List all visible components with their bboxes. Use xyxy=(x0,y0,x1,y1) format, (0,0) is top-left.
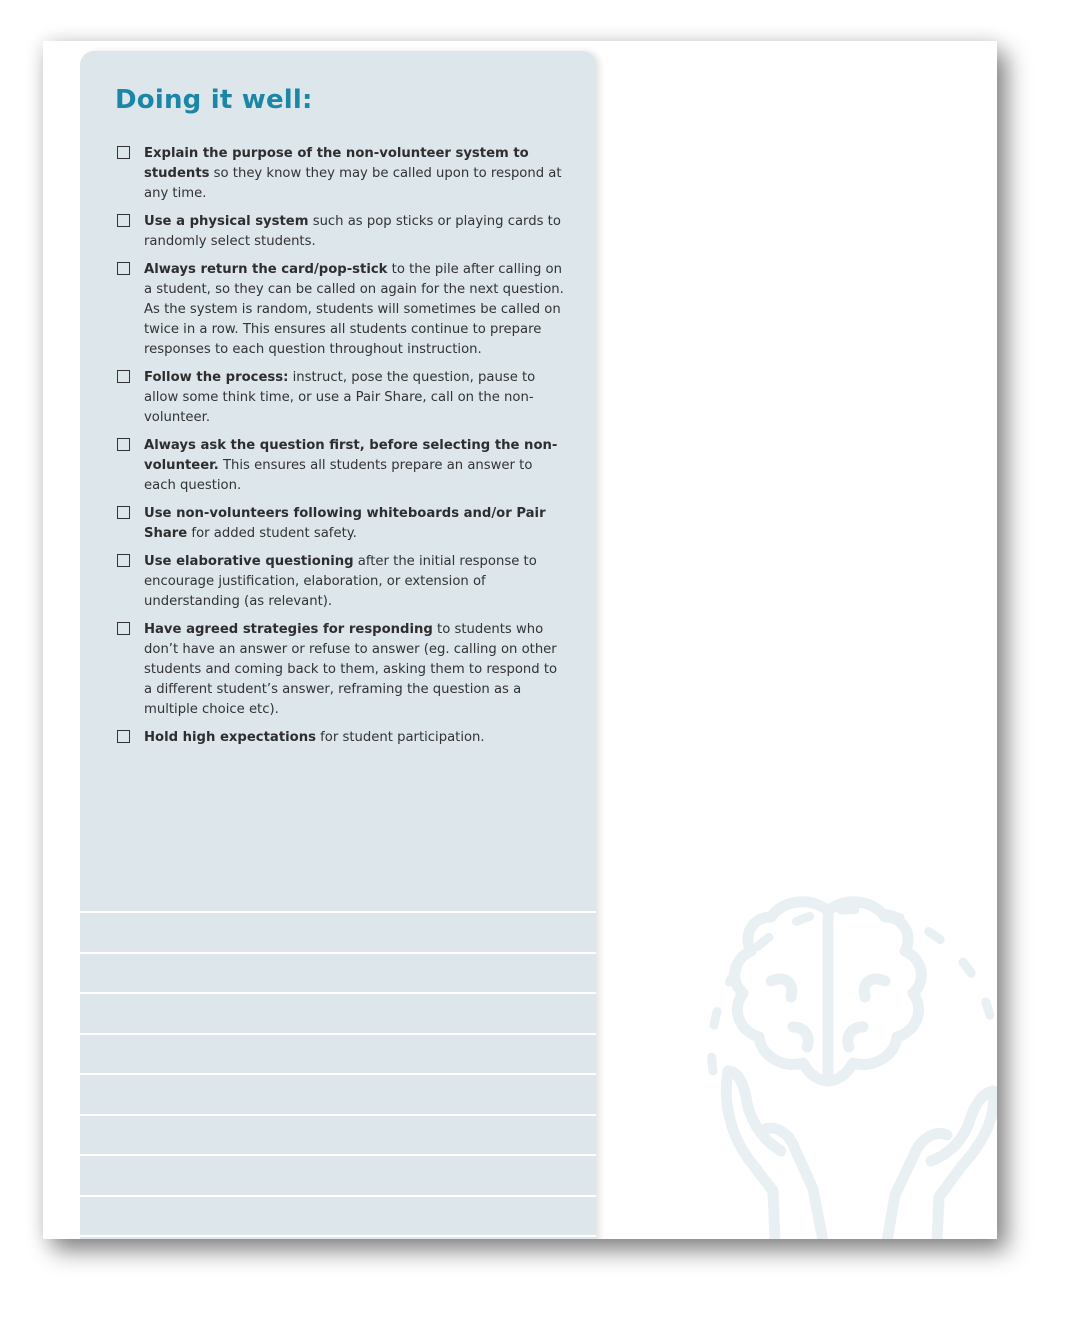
document-page xyxy=(43,41,997,1239)
checklist-item-bold: Always ask the question first, before selecting the non-volunteer. xyxy=(144,438,558,473)
checkbox-icon[interactable] xyxy=(117,554,130,567)
checklist-item xyxy=(116,368,568,428)
note-line xyxy=(80,911,596,952)
checkbox-icon[interactable] xyxy=(117,370,130,383)
checkbox-icon[interactable] xyxy=(117,730,130,743)
checklist-item-bold: Use a physical system xyxy=(144,214,309,229)
checklist-item-text: instruct, pose the question, pause to allow some think time, or use a Pair Share, call on the non-volunteer. xyxy=(144,370,536,425)
checklist-item-text: such as pop sticks or playing cards to randomly select students. xyxy=(144,214,561,249)
brain-in-hands-icon xyxy=(663,831,997,1239)
checkbox-icon[interactable] xyxy=(117,214,130,227)
notes-area[interactable] xyxy=(80,911,596,1239)
note-line xyxy=(80,1073,596,1114)
note-line xyxy=(80,1154,596,1195)
checkbox-icon[interactable] xyxy=(117,438,130,451)
checkbox-icon[interactable] xyxy=(117,262,130,275)
checkbox-icon[interactable] xyxy=(117,622,130,635)
checklist-item-bold: Have agreed strategies for responding xyxy=(144,622,433,637)
checklist-item xyxy=(116,212,568,252)
note-line xyxy=(80,1033,596,1074)
checklist-item xyxy=(116,260,568,360)
checklist xyxy=(116,144,568,756)
checklist-item xyxy=(116,620,568,720)
checklist-item-text: for added student safety. xyxy=(187,526,357,541)
checklist-panel xyxy=(80,51,596,1239)
note-line xyxy=(80,1195,596,1236)
checklist-item-text: to students who don’t have an answer or refuse to answer (eg. calling on other students and coming back to them, asking them to respond to a different student’s answer, reframing the question as a multiple choice etc). xyxy=(144,622,558,717)
checklist-item xyxy=(116,504,568,544)
checklist-item-bold: Follow the process: xyxy=(144,370,289,385)
checklist-item-bold: Hold high expectations xyxy=(144,730,316,745)
note-line xyxy=(80,952,596,993)
checklist-item-text: for student participation. xyxy=(315,730,485,745)
note-line xyxy=(80,992,596,1033)
section-heading: Doing it well: xyxy=(115,85,313,115)
checklist-item-bold: Use non-volunteers following whiteboards and/or Pair Share xyxy=(144,506,546,541)
checklist-item-bold: Use elaborative questioning xyxy=(144,554,354,569)
checklist-item xyxy=(116,436,568,496)
checklist-item-text: after the initial response to encourage justification, elaboration, or extension of understanding (as relevant). xyxy=(144,554,537,609)
checklist-item-bold: Explain the purpose of the non-volunteer system to students xyxy=(144,146,529,181)
checklist-item-bold: Always return the card/pop-stick xyxy=(144,262,388,277)
checkbox-icon[interactable] xyxy=(117,506,130,519)
checklist-item xyxy=(116,144,568,204)
checkbox-icon[interactable] xyxy=(117,146,130,159)
checklist-item xyxy=(116,552,568,612)
note-line xyxy=(80,1235,596,1239)
checklist-item-text: to the pile after calling on a student, so they can be called on again for the next question. As the system is random, students will sometimes be called on twice in a row. This ensures all students continue to prepare responses to each question throughout instruction. xyxy=(144,262,564,357)
note-line xyxy=(80,1114,596,1155)
checklist-item xyxy=(116,728,568,748)
checklist-item-text: so they know they may be called upon to respond at any time. xyxy=(144,166,562,201)
checklist-item-text: This ensures all students prepare an answer to each question. xyxy=(144,458,533,493)
